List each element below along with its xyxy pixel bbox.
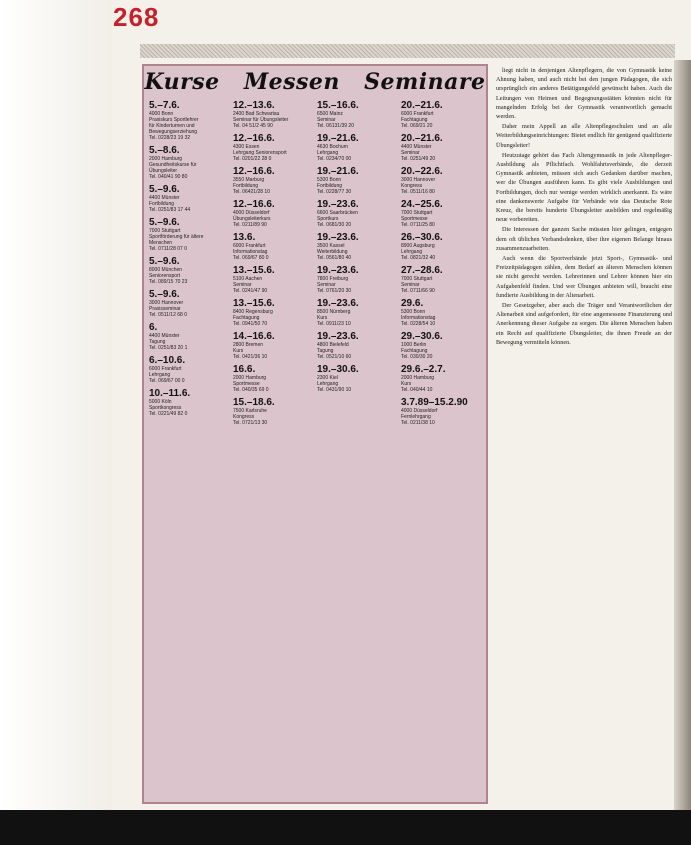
event-date: 26.–30.6. [401, 232, 443, 243]
event-date: 13.6. [233, 232, 256, 243]
events-column [149, 100, 231, 800]
event-entry [149, 100, 231, 141]
event-date: 10.–11.6. [149, 388, 191, 399]
event-details: 2800 Bremen Kurs Tel. 0421/36 10 [233, 342, 268, 360]
article-text [496, 66, 672, 806]
event-date: 5.–9.6. [149, 256, 180, 267]
event-date: 20.–22.6. [401, 166, 443, 177]
event-date: 16.6. [233, 364, 256, 375]
event-details: 7000 Stuttgart Sportmesse Tel. 0711/25 80 [401, 210, 435, 228]
event-details: 8400 Regensburg Fachtagung Tel. 0941/50 70 [233, 309, 273, 327]
event-entry [401, 166, 483, 195]
event-entry [233, 232, 315, 261]
event-entry [149, 289, 231, 318]
event-date: 24.–25.6. [401, 199, 443, 210]
event-entry [317, 265, 399, 294]
event-date: 5.–9.6. [149, 184, 180, 195]
event-date: 19.–23.6. [317, 265, 359, 276]
event-entry [317, 364, 399, 393]
event-details: 2000 Hamburg Gesundheitskurse für Übungsleiter Tel. 040/41 90 80 [149, 156, 197, 180]
article-paragraph: Heutzutage gehört das Fach Altengymnastik in jede Altenpfleger-Ausbildung als Pflichtfach. Wohlfahrtsverbände, die derzeit Gymnastik anbieten, müssen sich auch Gedanken darüber machen, wer die Übungen ausführen kann. Es gibt viele Ausbildungen und Fortbildungen, doch nur wenige werden wirklich anerkannt. Es wäre eine dankenswerte Aufgabe für Verbände wie das Deutsche Rote Kreuz, die bereits hunderte Übungsleiter ausbilden und regelmäßig neue vorbereiten. [496, 151, 672, 224]
event-date: 29.6.–2.7. [401, 364, 446, 375]
event-details: 3550 Marburg Fortbildung Tel. 06421/28 10 [233, 177, 270, 195]
event-entry [233, 133, 315, 162]
event-entry [233, 100, 315, 129]
event-date: 12.–13.6. [233, 100, 275, 111]
article-paragraph: Daher mein Appell an alle Altenpflegeschulen und an alle Weiterbildungseinrichtungen: Bietet endlich für genügend qualifizierte Übungsleiter! [496, 123, 672, 149]
event-entry [149, 217, 231, 252]
header-pattern-band [140, 44, 675, 58]
event-entry [149, 256, 231, 285]
event-date: 29.6. [401, 298, 424, 309]
event-details: 7800 Freiburg Seminar Tel. 0761/20 30 [317, 276, 352, 294]
event-date: 12.–16.6. [233, 133, 275, 144]
event-details: 3000 Hannover Praxisseminar Tel. 0511/12 68 0 [149, 300, 187, 318]
event-details: 4000 Düsseldorf Fernlehrgang Tel. 0211/38 10 [401, 408, 438, 426]
events-box [142, 64, 488, 804]
event-entry [149, 355, 231, 384]
scan-bottom-edge [0, 810, 691, 845]
event-date: 5.–9.6. [149, 217, 180, 228]
event-details: 5300 Bonn Informationstag Tel. 0228/54 10 [401, 309, 436, 327]
event-entry [233, 397, 315, 426]
event-date: 20.–21.6. [401, 133, 443, 144]
event-details: 2000 Hamburg Kurs Tel. 040/44 10 [401, 375, 435, 393]
event-entry [401, 331, 483, 360]
event-date: 19.–21.6. [317, 166, 359, 177]
event-date: 5.–9.6. [149, 289, 180, 300]
event-date: 29.–30.6. [401, 331, 443, 342]
event-entry [401, 397, 483, 426]
event-entry [233, 199, 315, 228]
event-details: 7000 Stuttgart Seminar Tel. 0711/66 90 [401, 276, 435, 294]
event-entry [401, 199, 483, 228]
event-date: 12.–16.6. [233, 199, 275, 210]
event-details: 4630 Bochum Lehrgang Tel. 0234/70 00 [317, 144, 352, 162]
event-details: 4400 Münster Seminar Tel. 0251/49 20 [401, 144, 436, 162]
event-details: 8500 Nürnberg Kurs Tel. 0911/23 10 [317, 309, 351, 327]
event-date: 3.7.89–15.2.90 [401, 397, 468, 408]
event-date: 13.–15.6. [233, 265, 275, 276]
event-date: 14.–16.6. [233, 331, 275, 342]
events-box-title: Kurse Messen Seminare [144, 69, 486, 95]
event-details: 8000 München Seniorensport Tel. 089/15 70 23 [149, 267, 188, 285]
event-entry [317, 166, 399, 195]
article-paragraph: liegt nicht in denjenigen Altenpflegern, die von Gymnastik keine Ahnung haben, und auch nicht bei den jungen Pädagogen, die sich ursprünglich ein anderes Betätigungsfeld gewünscht haben. Auch die Leitungen von Heimen und Begegnungsstätten könnten nicht für mangelnden Erfolg bei der Gymnastik verantwortlich gemacht werden. [496, 67, 672, 121]
event-details: 4400 Münster Tagung Tel. 0251/83 20 1 [149, 333, 188, 351]
article-paragraph: Die Interessen der ganzen Sache müssten hier gelingen, entgegen dem oft üblichen Verbandsdenken, über ihre eigenen Belange hinaus zusammenzuarbeiten. [496, 226, 672, 252]
event-details: 3500 Kassel Weiterbildung Tel. 0561/80 40 [317, 243, 352, 261]
event-date: 13.–15.6. [233, 298, 275, 309]
event-date: 20.–21.6. [401, 100, 443, 111]
events-column [401, 100, 483, 800]
event-entry [233, 364, 315, 393]
event-details: 4000 Bonn Praxiskurs Sportlehrer für Kinderturnen und Bewegungserziehung Tel. 0228/23 19 32 [149, 111, 199, 141]
event-date: 15.–16.6. [317, 100, 359, 111]
event-details: 6000 Frankfurt Lehrgang Tel. 069/67 00 0 [149, 366, 185, 384]
events-column [317, 100, 399, 800]
events-column [233, 100, 315, 800]
event-entry [401, 265, 483, 294]
event-entry [317, 331, 399, 360]
event-date: 12.–16.6. [233, 166, 275, 177]
event-entry [233, 298, 315, 327]
event-details: 2000 Hamburg Sportmesse Tel. 040/35 69 0 [233, 375, 269, 393]
event-entry [233, 331, 315, 360]
event-entry [401, 100, 483, 129]
event-details: 5000 Köln Sportkongress Tel. 0221/49 82 0 [149, 399, 188, 417]
article-paragraph: Auch wenn die Sportverbände jetzt Sport-, Gymnastik- und Freizeitpädagogen zählen, dem Bedarf an älteren Menschen können sie nicht gerecht werden. Lehrerinnen und Lehrer können hier ein Aufgabenfeld finden. Und wer Übungen anbieten will, braucht eine fundierte Ausbildung in der Altenarbeit. [496, 255, 672, 299]
event-date: 19.–21.6. [317, 133, 359, 144]
event-date: 27.–28.6. [401, 265, 443, 276]
event-entry [317, 298, 399, 327]
event-details: 7500 Karlsruhe Kongress Tel. 0721/13 30 [233, 408, 268, 426]
event-details: 4800 Bielefeld Tagung Tel. 0521/10 60 [317, 342, 352, 360]
event-details: 6000 Frankfurt Fachtagung Tel. 069/21 20 [401, 111, 434, 129]
event-entry [317, 100, 399, 129]
event-details: 5300 Bonn Fortbildung Tel. 0228/77 30 [317, 177, 352, 195]
event-details: 2300 Kiel Lehrgang Tel. 0431/90 10 [317, 375, 352, 393]
event-details: 6500 Mainz Seminar Tel. 06131/39 20 [317, 111, 354, 129]
event-details: 6600 Saarbrücken Sportkurs Tel. 0681/30 20 [317, 210, 358, 228]
event-entry [401, 133, 483, 162]
event-entry [149, 184, 231, 213]
event-date: 19.–30.6. [317, 364, 359, 375]
event-date: 6. [149, 322, 158, 333]
event-date: 19.–23.6. [317, 298, 359, 309]
event-date: 5.–7.6. [149, 100, 180, 111]
event-details: 5100 Aachen Seminar Tel. 0241/47 90 [233, 276, 268, 294]
page-margin [0, 0, 112, 810]
event-date: 19.–23.6. [317, 331, 359, 342]
event-details: 1000 Berlin Fachtagung Tel. 030/30 20 [401, 342, 433, 360]
page-fold-edge [674, 60, 691, 810]
event-details: 7000 Stuttgart Sportförderung für ältere Menschen Tel. 0711/28 07 0 [149, 228, 204, 252]
event-details: 4400 Münster Fortbildung Tel. 0251/83 17 44 [149, 195, 191, 213]
event-date: 19.–23.6. [317, 232, 359, 243]
event-entry [149, 388, 231, 417]
event-entry [233, 166, 315, 195]
event-entry [401, 298, 483, 327]
event-date: 5.–8.6. [149, 145, 180, 156]
event-details: 8900 Augsburg Lehrgang Tel. 0821/32 40 [401, 243, 436, 261]
event-entry [317, 133, 399, 162]
article-paragraph: Der Gesetzgeber, aber auch die Träger und Verantwortlichen der Altenarbeit sind aufgefordert, für eine angemessene Finanzierung und Anerkennung dieser Aufgabe zu sorgen. Die älteren Menschen haben ein Recht auf qualifizierte Übungsleiter, die ihnen Freude an der Bewegung vermitteln können. [496, 302, 672, 346]
event-entry [317, 232, 399, 261]
page-number: 268 [113, 2, 160, 32]
event-details: 3000 Hannover Kongress Tel. 0511/16 80 [401, 177, 436, 195]
event-details: 2400 Bad Schwartau Seminar für Übungsleiter Tel. 04 51/2 45 90 [233, 111, 289, 129]
event-date: 6.–10.6. [149, 355, 186, 366]
event-entry [401, 364, 483, 393]
event-entry [233, 265, 315, 294]
event-details: 4000 Düsseldorf Übungsleiterkurs Tel. 0211/89 90 [233, 210, 271, 228]
event-entry [149, 145, 231, 180]
events-columns [149, 100, 483, 800]
event-entry [149, 322, 231, 351]
event-date: 15.–18.6. [233, 397, 275, 408]
event-entry [317, 199, 399, 228]
event-entry [401, 232, 483, 261]
event-details: 6000 Frankfurt Informationstag Tel. 069/67 80 0 [233, 243, 269, 261]
event-date: 19.–23.6. [317, 199, 359, 210]
event-details: 4300 Essen Lehrgang Seniorensport Tel. 0201/22 28 0 [233, 144, 287, 162]
